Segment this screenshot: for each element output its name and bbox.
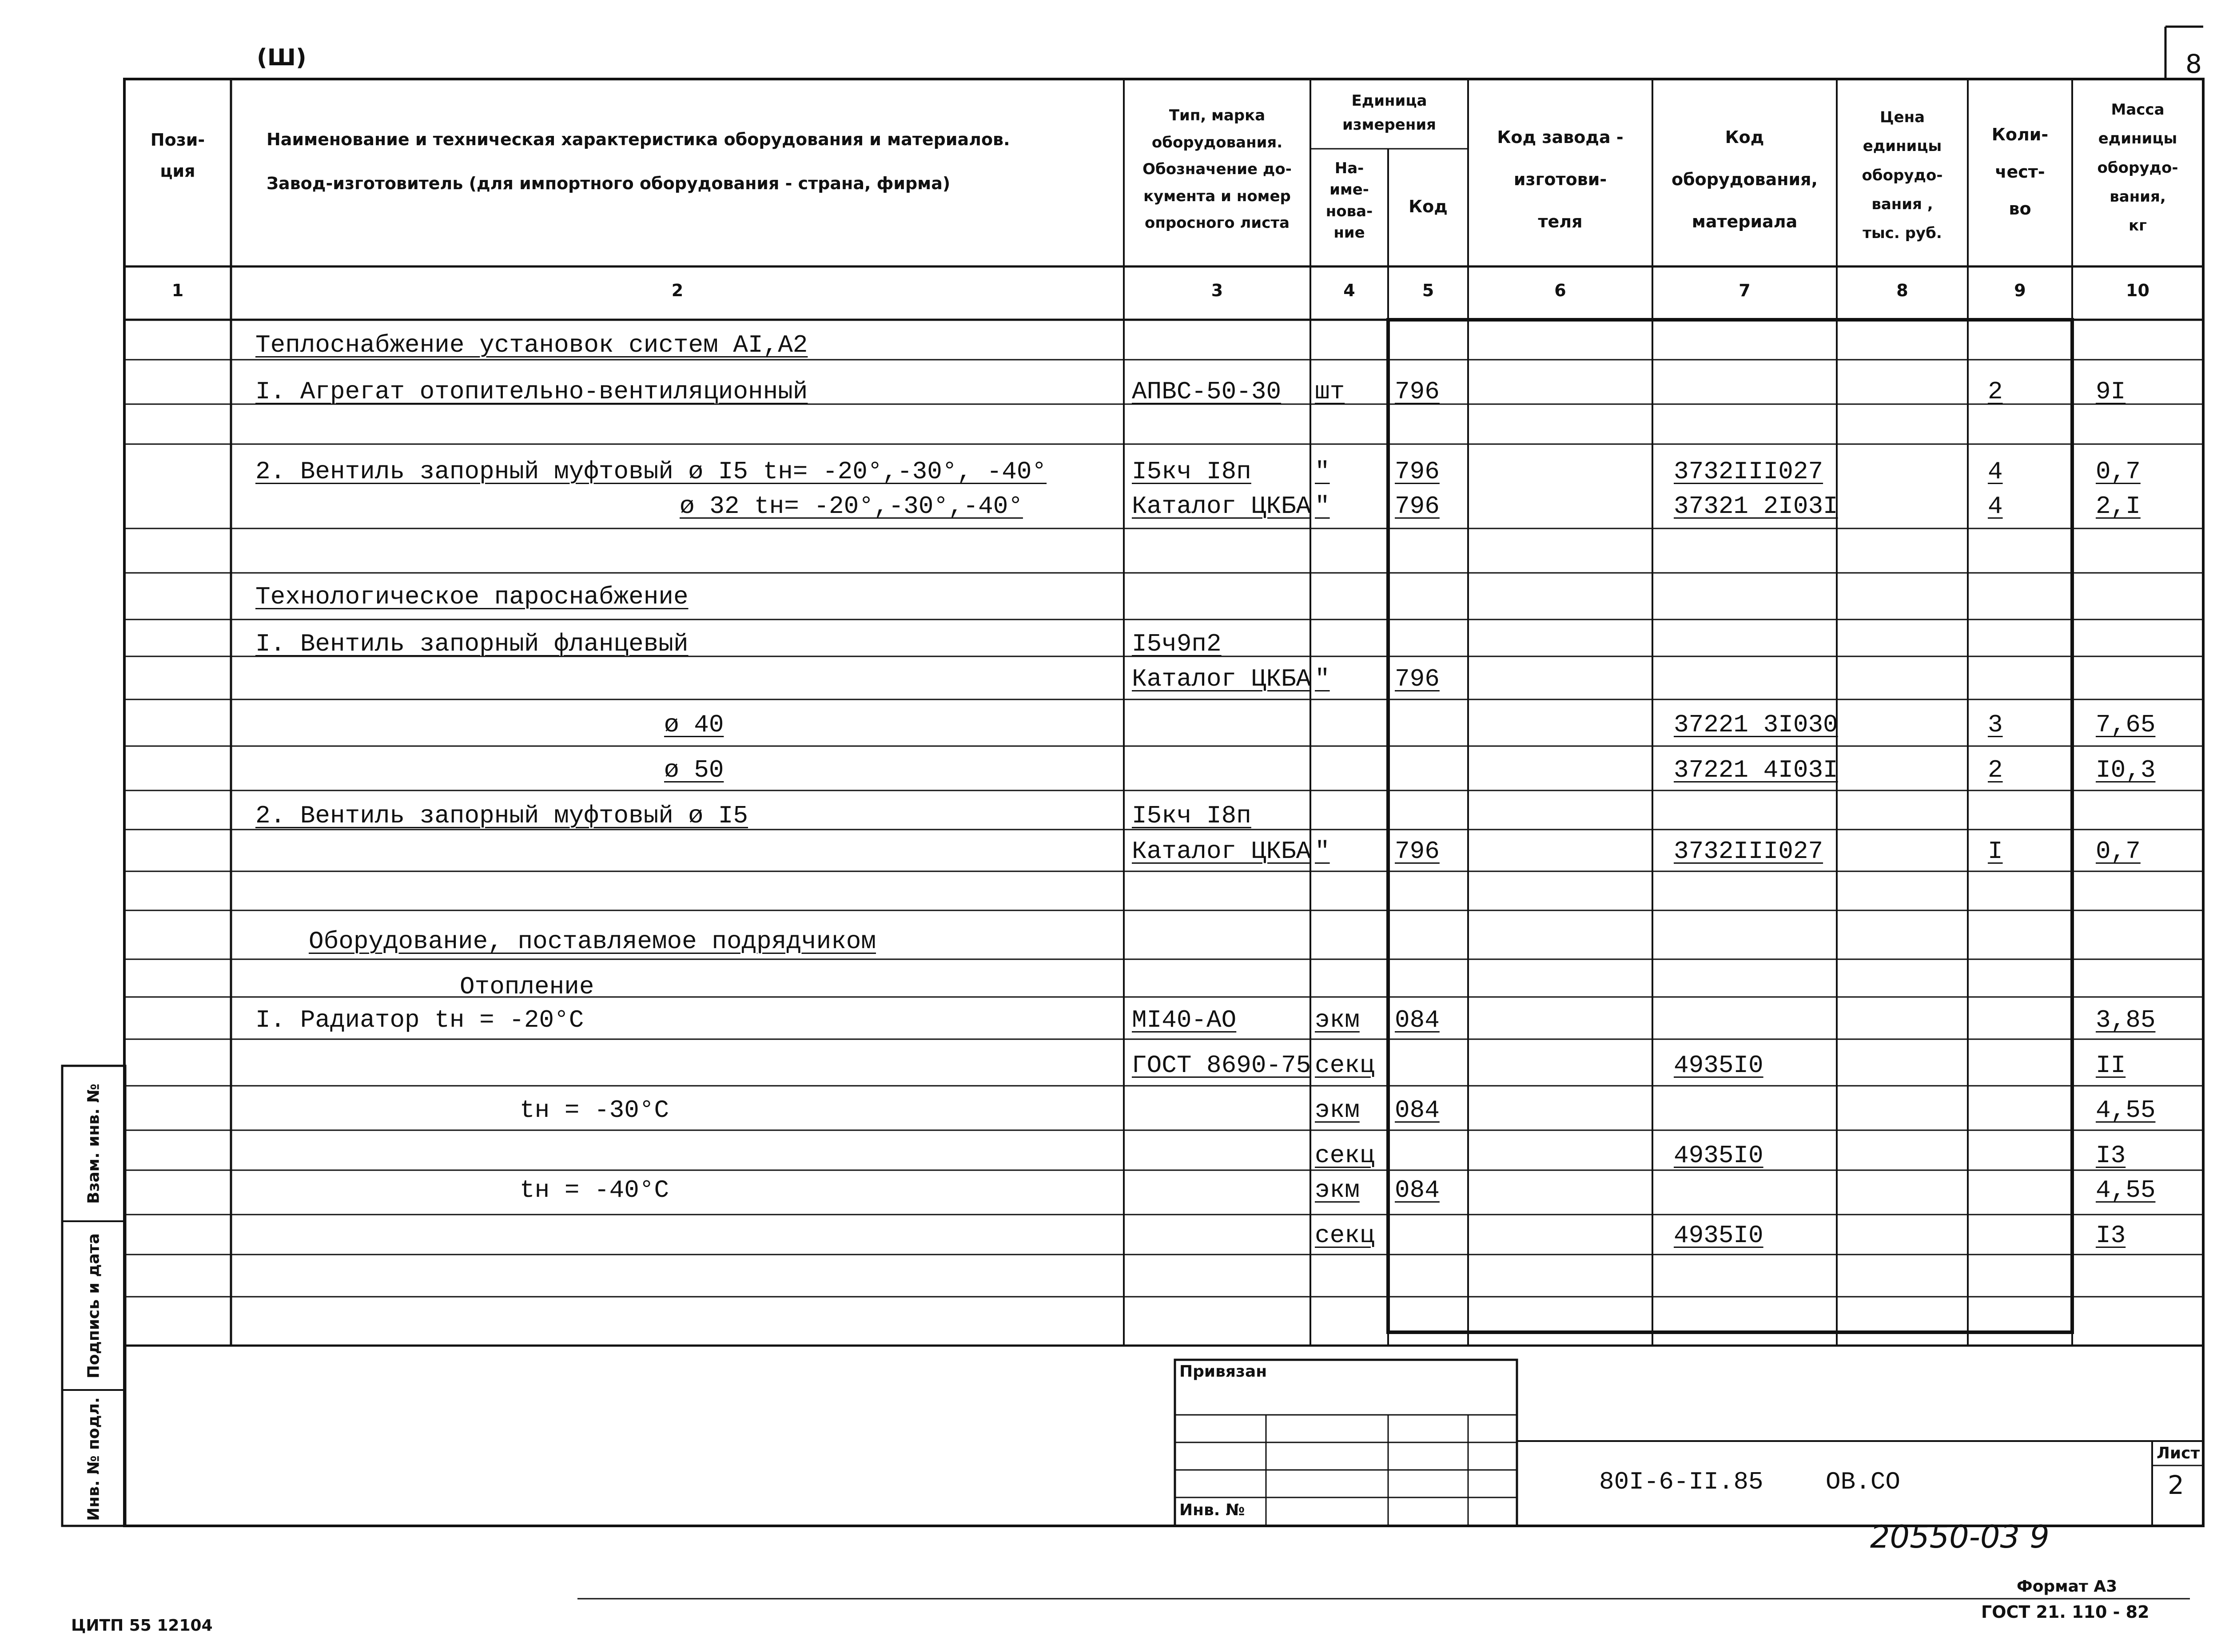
header-unit-code: Код bbox=[1409, 197, 1448, 216]
unit-code-cell: 084 bbox=[1395, 1176, 1440, 1204]
gost-label: ГОСТ 21. 110 - 82 bbox=[1981, 1602, 2149, 1622]
name-cell: 2. Вентиль запорный муфтовый ø I5 tн= -20°,-30°, -40° bbox=[255, 457, 1047, 486]
name-cell: Технологическое пароснабжение bbox=[255, 583, 689, 611]
type-cell: Каталог ЦКБА bbox=[1132, 665, 1311, 693]
sheet-number: 2 bbox=[2168, 1470, 2184, 1500]
name-cell: I. Радиатор tн = -20°С bbox=[255, 1006, 584, 1034]
mass-cell: 0,7 bbox=[2096, 837, 2141, 866]
header-equipment-code: Код оборудования, материала bbox=[1672, 127, 1818, 231]
mass-cell: 7,65 bbox=[2096, 711, 2156, 739]
unit-code-cell: 796 bbox=[1395, 377, 1440, 406]
column-number-8: 8 bbox=[1896, 281, 1908, 300]
page-number: 8 bbox=[2185, 49, 2202, 79]
header-price: Цена единицы оборудо- вания , тыс. руб. bbox=[1862, 108, 1943, 242]
mass-cell: 9I bbox=[2096, 377, 2126, 406]
header-factory-code: Код завода - изготови- теля bbox=[1497, 127, 1624, 231]
column-number-1: 1 bbox=[171, 281, 184, 300]
type-cell: МI40-АО bbox=[1132, 1006, 1237, 1034]
quantity-cell: I bbox=[1988, 837, 2003, 866]
unit-code-cell: 796 bbox=[1395, 665, 1440, 693]
unit-code-cell: 796 bbox=[1395, 457, 1440, 486]
unit-code-cell: 796 bbox=[1395, 837, 1440, 866]
mass-cell: 4,55 bbox=[2096, 1176, 2156, 1204]
mass-cell: 0,7 bbox=[2096, 457, 2141, 486]
type-cell: Каталог ЦКБА bbox=[1132, 837, 1311, 866]
mass-cell: 4,55 bbox=[2096, 1096, 2156, 1124]
name-cell: ø 32 tн= -20°,-30°,-40° bbox=[680, 492, 1023, 520]
attached-label: Привязан bbox=[1179, 1362, 1267, 1381]
type-cell: АПВС-50-30 bbox=[1132, 377, 1282, 406]
column-number-2: 2 bbox=[671, 281, 684, 300]
type-cell: I5кч I8п bbox=[1132, 457, 1251, 486]
unit-name-cell: секц bbox=[1315, 1141, 1375, 1170]
unit-name-cell: секц bbox=[1315, 1221, 1375, 1250]
unit-code-cell: 084 bbox=[1395, 1096, 1440, 1124]
side-stamp-replaced-inv: Взам. инв. № bbox=[84, 1084, 103, 1204]
column-number-5: 5 bbox=[1422, 281, 1434, 300]
name-cell: I. Агрегат отопительно-вентиляционный bbox=[255, 377, 808, 406]
equipment-code-cell: 37221 4I03I bbox=[1674, 756, 1838, 784]
quantity-cell: 4 bbox=[1988, 457, 2003, 486]
column-number-10: 10 bbox=[2126, 281, 2149, 300]
type-cell: I5кч I8п bbox=[1132, 802, 1251, 830]
unit-name-cell: " bbox=[1315, 457, 1330, 486]
handwritten-number: 20550-03 9 bbox=[1870, 1519, 2050, 1555]
name-cell: Отопление bbox=[460, 973, 594, 1001]
unit-name-cell: секц bbox=[1315, 1051, 1375, 1080]
name-cell: ø 40 bbox=[664, 711, 724, 739]
name-cell: Оборудование, поставляемое подрядчиком bbox=[309, 927, 876, 956]
equipment-code-cell: 4935I0 bbox=[1674, 1141, 1763, 1170]
column-number-7: 7 bbox=[1739, 281, 1751, 300]
unit-name-cell: экм bbox=[1315, 1006, 1360, 1034]
name-cell: 2. Вентиль запорный муфтовый ø I5 bbox=[255, 802, 748, 830]
unit-name-cell: " bbox=[1315, 837, 1330, 866]
equipment-code-cell: 3732III027 bbox=[1674, 457, 1823, 486]
quantity-cell: 2 bbox=[1988, 377, 2003, 406]
type-cell: Каталог ЦКБА bbox=[1132, 492, 1311, 520]
equipment-code-cell: 3732III027 bbox=[1674, 837, 1823, 866]
equipment-code-cell: 37321 2I03I bbox=[1674, 492, 1838, 520]
unit-code-cell: 084 bbox=[1395, 1006, 1440, 1034]
unit-name-cell: " bbox=[1315, 665, 1330, 693]
equipment-code-cell: 37221 3I030 bbox=[1674, 711, 1838, 739]
quantity-cell: 2 bbox=[1988, 756, 2003, 784]
name-cell: Теплоснабжение установок систем АI,А2 bbox=[255, 331, 808, 359]
column-number-3: 3 bbox=[1211, 281, 1223, 300]
inv-number-label: Инв. № bbox=[1179, 1501, 1245, 1519]
name-cell: tн = -30°С bbox=[520, 1096, 669, 1124]
document-mark: ОВ.СО bbox=[1826, 1468, 1901, 1496]
header-position: Пози- ция bbox=[150, 130, 205, 181]
header-mass: Масса единицы оборудо- вания, кг bbox=[2097, 101, 2178, 235]
type-cell: I5ч9п2 bbox=[1132, 630, 1222, 658]
header-quantity: Коли- чест- во bbox=[1991, 125, 2049, 219]
format-label: Формат А3 bbox=[2017, 1577, 2118, 1596]
sheet-label: Лист bbox=[2157, 1444, 2200, 1462]
unit-name-cell: шт bbox=[1315, 377, 1345, 406]
unit-name-cell: " bbox=[1315, 492, 1330, 520]
mass-cell: 2,I bbox=[2096, 492, 2141, 520]
name-cell: ø 50 bbox=[664, 756, 724, 784]
document-code: 80I-6-II.85 bbox=[1599, 1468, 1763, 1496]
mass-cell: II bbox=[2096, 1051, 2126, 1080]
header-unit-group: Единица измерения bbox=[1342, 92, 1436, 134]
mass-cell: I3 bbox=[2096, 1221, 2126, 1250]
mass-cell: 3,85 bbox=[2096, 1006, 2156, 1034]
column-number-6: 6 bbox=[1554, 281, 1566, 300]
quantity-cell: 4 bbox=[1988, 492, 2003, 520]
equipment-code-cell: 4935I0 bbox=[1674, 1221, 1763, 1250]
top-mark: (Ш) bbox=[257, 44, 306, 71]
equipment-code-cell: 4935I0 bbox=[1674, 1051, 1763, 1080]
unit-name-cell: экм bbox=[1315, 1176, 1360, 1204]
type-cell: ГОСТ 8690-75 bbox=[1132, 1051, 1311, 1080]
column-number-9: 9 bbox=[2014, 281, 2026, 300]
mass-cell: I0,3 bbox=[2096, 756, 2156, 784]
side-stamp-original-inv: Инв. № подл. bbox=[84, 1397, 103, 1521]
name-cell: I. Вентиль запорный фланцевый bbox=[255, 630, 689, 658]
header-unit-name: На- име- нова- ние bbox=[1325, 159, 1373, 242]
header-type: Тип, марка оборудования. Обозначение до- кумента и номер опросного листа bbox=[1142, 107, 1292, 232]
bottom-left-code: ЦИТП 55 12104 bbox=[71, 1616, 213, 1635]
column-number-4: 4 bbox=[1343, 281, 1355, 300]
header-name: Наименование и техническая характеристика оборудования и материалов. Завод-изготовитель (для импортного оборудования - страна, фирма) bbox=[267, 130, 1010, 193]
name-cell: tн = -40°С bbox=[520, 1176, 669, 1204]
mass-cell: I3 bbox=[2096, 1141, 2126, 1170]
unit-name-cell: экм bbox=[1315, 1096, 1360, 1124]
unit-code-cell: 796 bbox=[1395, 492, 1440, 520]
quantity-cell: 3 bbox=[1988, 711, 2003, 739]
side-stamp-signature-date: Подпись и дата bbox=[84, 1233, 103, 1378]
